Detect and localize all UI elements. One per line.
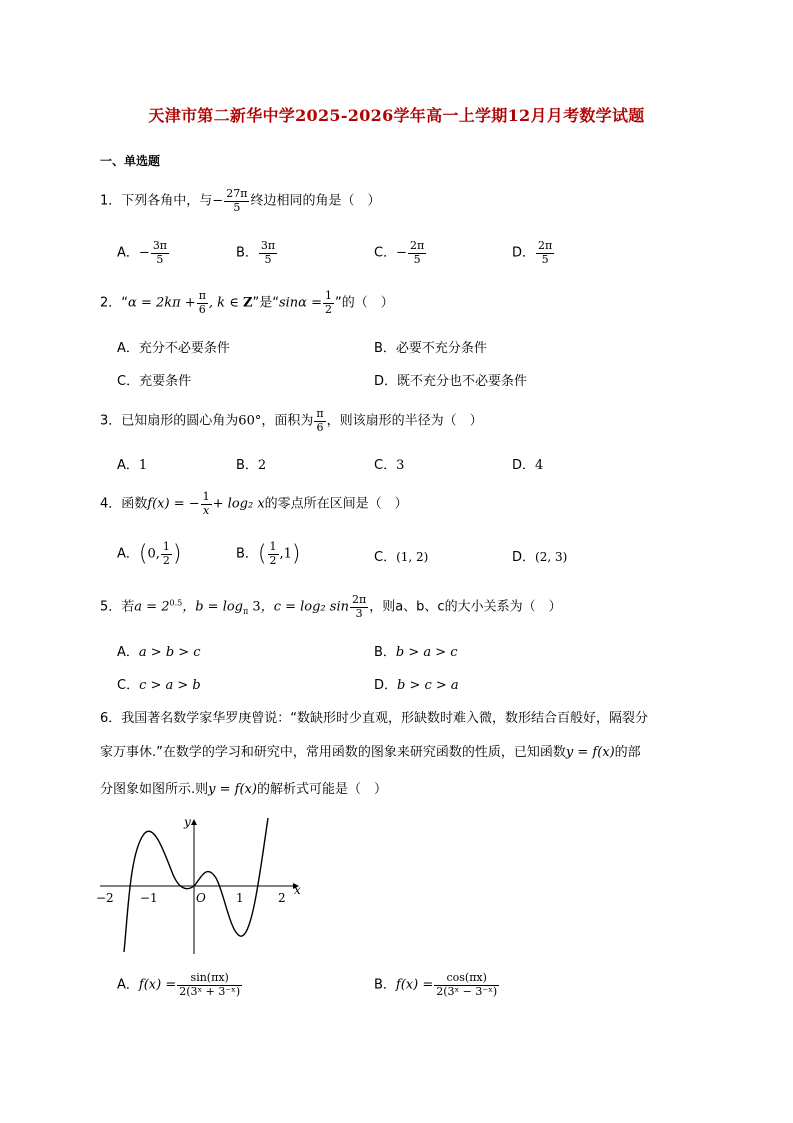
frac-num: 2π [538, 239, 553, 252]
option-label: B． [374, 977, 396, 993]
option-label: B． [236, 546, 258, 562]
option-label: A． [117, 977, 139, 993]
tick-label-neg1: −1 [140, 891, 158, 905]
q6-line2-fx: y = f(x) [565, 745, 615, 760]
x-axis-label: x [294, 883, 301, 897]
q5-option-d[interactable] [374, 674, 459, 693]
frac-num: 1 [162, 540, 170, 553]
q1-frac-den: 5 [233, 200, 241, 214]
frac-den: 5 [264, 252, 272, 266]
q6-line2-post: 的部 [614, 745, 641, 760]
option-text: 4 [535, 458, 544, 473]
frac-den: 2 [162, 553, 170, 567]
q2-expr-b: , k ∈ [208, 295, 239, 311]
q2-number: 2． [100, 295, 122, 311]
q5-a-expr: a = 2 [134, 599, 170, 615]
q6-option-b[interactable] [374, 972, 500, 998]
q4-stem-pre: 函数 [121, 496, 148, 512]
option-label: A． [117, 645, 139, 660]
frac-num: 3π [152, 239, 168, 252]
question-3 [100, 408, 483, 434]
frac-den: 5 [413, 252, 421, 266]
frac-den: 2 [324, 302, 332, 316]
q4-fx: f(x) = − [147, 496, 200, 512]
frac-den: 2(3ˣ + 3⁻ˣ) [179, 984, 241, 998]
frac-den: 2 [269, 553, 277, 567]
q1-neg: − [212, 193, 224, 209]
q1-option-a[interactable] [117, 240, 170, 266]
tick-label-neg2: −2 [96, 891, 114, 905]
option-fraction [408, 240, 426, 266]
q6-line3-fx: y = f(x) [208, 782, 257, 797]
q6-line2-pre: 家万事休.”在数学的学习和研究中，常用函数的图象来研究函数的性质，已知函数 [100, 745, 566, 760]
q2-quote-open: “ [121, 295, 129, 311]
q5-b-expr: ，b = log [182, 599, 244, 615]
option-label: D． [512, 245, 536, 261]
q6-line-2 [100, 741, 641, 760]
tick-label-1: 1 [236, 891, 244, 905]
q3-option-b[interactable] [236, 454, 266, 473]
q2-stem-post: ”的（ ） [334, 295, 394, 311]
option-fraction [259, 240, 277, 266]
q6-line-1: 6．我国著名数学家华罗庚曾说：“数缺形时少直观，形缺数时难入微，数形结合百般好，隔裂分 [100, 711, 649, 726]
question-1 [100, 188, 380, 214]
option-fraction [268, 541, 279, 567]
q3-stem-post: ，则该扇形的半径为（ ） [326, 413, 483, 429]
q5-option-b[interactable] [374, 641, 458, 660]
q3-number: 3． [100, 413, 122, 429]
q1-frac-num: 27π [226, 187, 248, 200]
interval-left: 0, [147, 546, 160, 562]
q4-fraction [201, 491, 212, 517]
frac-den: 5 [541, 252, 549, 266]
q2-expr-c: sinα = [278, 295, 322, 311]
option-sign: − [396, 245, 407, 261]
frac-num: 1 [324, 289, 332, 302]
frac-num: 1 [202, 490, 210, 503]
q4-option-a[interactable] [117, 541, 182, 567]
q3-fraction [314, 408, 325, 434]
option-text: 3 [396, 458, 405, 473]
option-label: B． [236, 458, 258, 473]
option-text: (2, 3) [535, 550, 568, 564]
frac-num: cos(πx) [434, 972, 499, 986]
interval-right: ,1 [279, 546, 292, 562]
option-label: D． [374, 678, 398, 693]
q2-expr-a: α = 2kπ + [128, 295, 196, 311]
q4-option-c[interactable] [374, 546, 428, 565]
origin-label: O [196, 891, 206, 905]
q2-fraction-1 [197, 290, 208, 316]
frac-den: 3 [355, 606, 363, 620]
q5-c-expr: ，c = log₂ sin [260, 599, 349, 615]
option-label: B． [374, 341, 396, 356]
q5-a-exponent: 0.5 [169, 598, 183, 608]
q2-option-b[interactable] [374, 337, 487, 356]
option-text: 1 [138, 458, 148, 473]
option-label: C． [374, 245, 397, 261]
q4-number: 4． [100, 496, 122, 512]
option-fraction [177, 972, 242, 998]
option-label: C． [374, 550, 397, 565]
question-2 [100, 290, 394, 316]
q5-option-c[interactable] [117, 674, 201, 693]
option-text: c > a > b [139, 678, 201, 693]
option-label: D． [512, 550, 536, 565]
q1-option-d[interactable] [512, 240, 555, 266]
paren-close: ) [291, 541, 301, 567]
q4-stem-post: 的零点所在区间是（ ） [264, 496, 408, 512]
frac-num: 2π [409, 239, 425, 252]
option-lhs: f(x) = [395, 977, 434, 993]
q1-number: 1． [100, 193, 122, 209]
frac-num: 1 [269, 540, 277, 553]
option-label: D． [374, 374, 398, 389]
option-label: A． [117, 341, 139, 356]
q4-log: + log₂ x [212, 496, 265, 512]
paren-open: ( [257, 541, 267, 567]
q2-option-d[interactable] [374, 370, 527, 389]
q3-option-a[interactable] [117, 454, 147, 473]
q2-option-a[interactable] [117, 337, 230, 356]
frac-num: sin(πx) [177, 972, 242, 986]
q4-option-b[interactable] [236, 541, 301, 567]
option-label: C． [117, 374, 140, 389]
q2-mid: ”是“ [252, 295, 279, 311]
question-5 [100, 594, 562, 620]
frac-den: 2(3ˣ − 3⁻ˣ) [436, 984, 498, 998]
option-fraction [161, 541, 172, 567]
section-heading: 一、单选题 [100, 154, 161, 168]
q5-stem-post: ，则a、b、c的大小关系为（ ） [369, 599, 562, 615]
q6-line-3 [100, 778, 387, 797]
q2-fraction-2 [323, 290, 334, 316]
q1-stem-post: 终边相同的角是（ ） [250, 193, 381, 209]
q5-fraction [350, 594, 368, 620]
option-fraction [536, 240, 554, 266]
option-label: A． [117, 546, 139, 562]
option-text: 既不充分也不必要条件 [397, 374, 528, 389]
frac-den: x [203, 503, 210, 517]
function-curve [124, 818, 268, 952]
option-label: B． [374, 645, 396, 660]
q4-option-d[interactable] [512, 546, 567, 565]
q3-stem-mid: ，面积为 [261, 413, 314, 429]
q6-line3-post: 的解析式可能是（ ） [256, 782, 387, 797]
q3-option-c[interactable] [374, 454, 404, 473]
tick-label-2: 2 [278, 891, 286, 905]
function-graph [92, 812, 312, 966]
option-text: 充分不必要条件 [138, 341, 230, 356]
y-axis-label: y [184, 815, 191, 829]
option-text: b > a > c [395, 645, 458, 660]
q5-b-tail: 3 [248, 599, 261, 615]
q5-b-base: π [243, 607, 249, 617]
q3-stem-pre: 已知扇形的圆心角为 [121, 413, 239, 429]
frac-num: 2π [351, 593, 367, 606]
q2-set-z: Z [242, 295, 253, 311]
page-title: 天津市第二新华中学2025-2026学年高一上学期12月月考数学试题 [148, 106, 645, 125]
q5-option-a[interactable] [117, 641, 201, 660]
q3-angle: 60° [238, 413, 262, 429]
q5-number: 5． [100, 599, 122, 615]
paren-open: ( [138, 541, 148, 567]
frac-num: 3π [260, 239, 276, 252]
option-fraction [151, 240, 169, 266]
q5-stem-pre: 若 [121, 599, 135, 615]
q6-option-a[interactable] [117, 972, 243, 998]
option-label: A． [117, 458, 139, 473]
option-label: A． [117, 245, 139, 261]
option-text: b > c > a [397, 678, 459, 693]
option-text: a > b > c [138, 645, 201, 660]
q1-option-b[interactable] [236, 240, 278, 266]
option-text: (1, 2) [396, 550, 429, 564]
q1-option-c[interactable] [374, 240, 427, 266]
q3-option-d[interactable] [512, 454, 543, 473]
option-lhs: f(x) = [138, 977, 177, 993]
frac-den: 6 [316, 420, 324, 434]
frac-num: π [316, 407, 324, 420]
frac-den: 6 [198, 302, 206, 316]
paren-close: ) [172, 541, 182, 567]
option-text: 必要不充分条件 [395, 341, 487, 356]
option-fraction [434, 972, 499, 998]
option-label: B． [236, 245, 258, 261]
option-text: 充要条件 [139, 374, 192, 389]
option-label: C． [117, 678, 140, 693]
option-text: 2 [257, 458, 267, 473]
q6-line3-pre: 分图象如图所示.则 [100, 782, 209, 797]
frac-num: π [198, 289, 206, 302]
q1-stem-pre: 下列各角中，与 [121, 193, 213, 209]
option-label: C． [374, 458, 397, 473]
q1-fraction [224, 188, 249, 214]
option-sign: − [138, 245, 150, 261]
q2-option-c[interactable] [117, 370, 191, 389]
question-4 [100, 491, 408, 517]
frac-den: 5 [156, 252, 164, 266]
option-label: D． [512, 458, 536, 473]
